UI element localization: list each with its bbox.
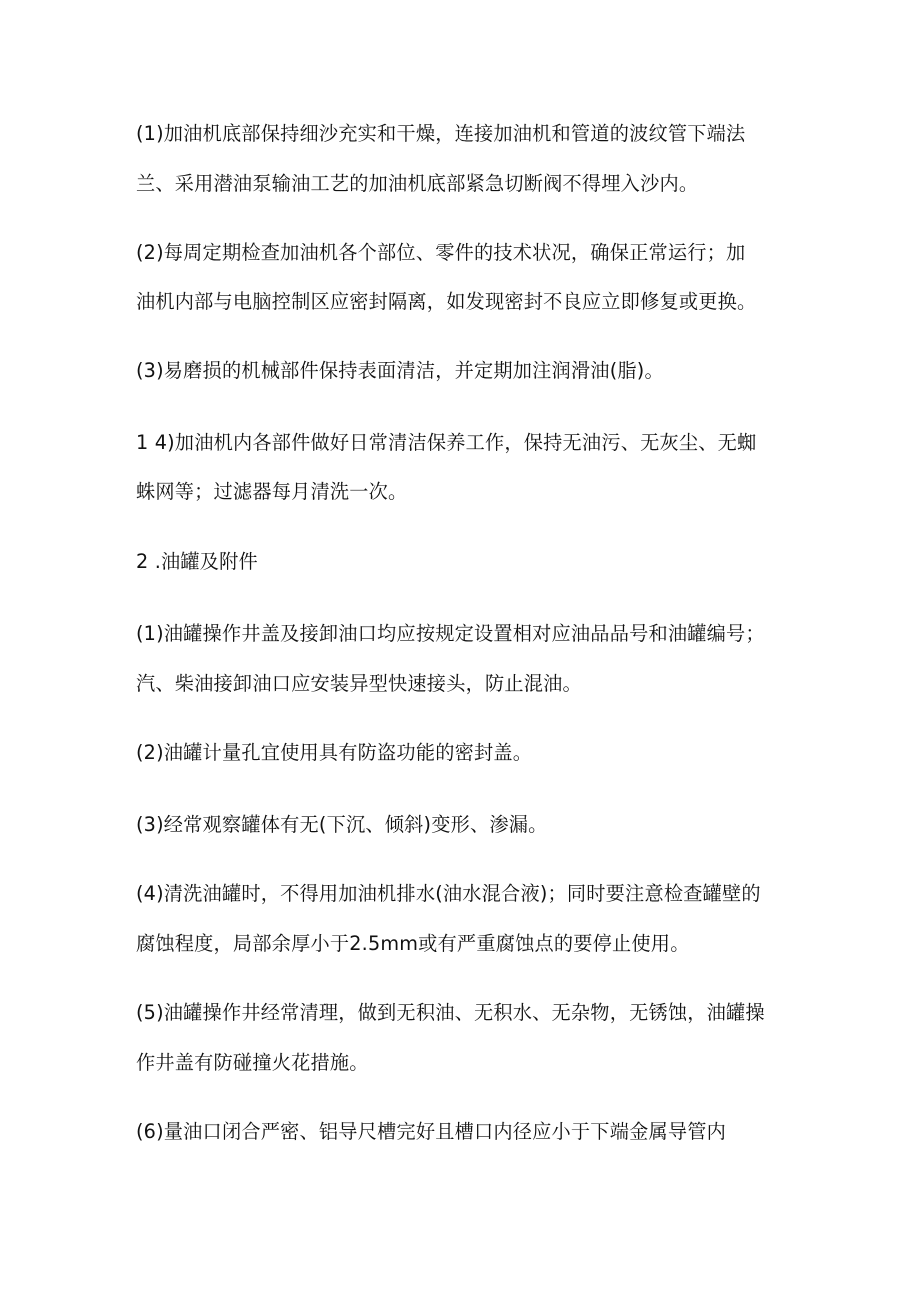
text-line-6: 1 4)加油机内各部件做好日常清洁保养工作，保持无油污、无灰尘、无蜘	[136, 431, 757, 454]
text-line-3: (2)每周定期检查加油机各个部位、零件的技术状况，确保正常运行；加	[136, 241, 746, 264]
text-line-14: 腐蚀程度，局部余厚小于2.5mm或有严重腐蚀点的要停止使用。	[136, 932, 690, 955]
text-line-13: (4)清洗油罐时，不得用加油机排水(油水混合液)；同时要注意检查罐壁的	[136, 882, 761, 905]
text-line-7: 蛛网等；过滤器每月清洗一次。	[136, 480, 408, 503]
text-line-17: (6)量油口闭合严密、铝导尺槽完好且槽口内径应小于下端金属导管内	[136, 1120, 727, 1143]
text-line-4: 油机内部与电脑控制区应密封隔离，如发现密封不良应立即修复或更换。	[136, 290, 757, 313]
text-line-15: (5)油罐操作井经常清理，做到无积油、无积水、无杂物，无锈蚀，油罐操	[136, 1001, 765, 1024]
text-line-9: (1)油罐操作井盖及接卸油口均应按规定设置相对应油品品号和油罐编号；	[136, 622, 765, 645]
text-line-1: (1)加油机底部保持细沙充实和干燥，连接加油机和管道的波纹管下端法	[136, 122, 746, 145]
section-heading: 2 .油罐及附件	[136, 550, 258, 573]
text-line-11: (2)油罐计量孔宜使用具有防盗功能的密封盖。	[136, 741, 533, 764]
text-line-12: (3)经常观察罐体有无(下沉、倾斜)变形、渗漏。	[136, 813, 548, 836]
text-line-5: (3)易磨损的机械部件保持表面清洁，并定期加注润滑油(脂)。	[136, 359, 664, 382]
text-line-2: 兰、采用潜油泵输油工艺的加油机底部紧急切断阀不得埋入沙内。	[136, 172, 699, 195]
text-line-10: 汽、柴油接卸油口应安装异型快速接头，防止混油。	[136, 672, 582, 695]
text-line-16: 作井盖有防碰撞火花措施。	[136, 1051, 369, 1074]
